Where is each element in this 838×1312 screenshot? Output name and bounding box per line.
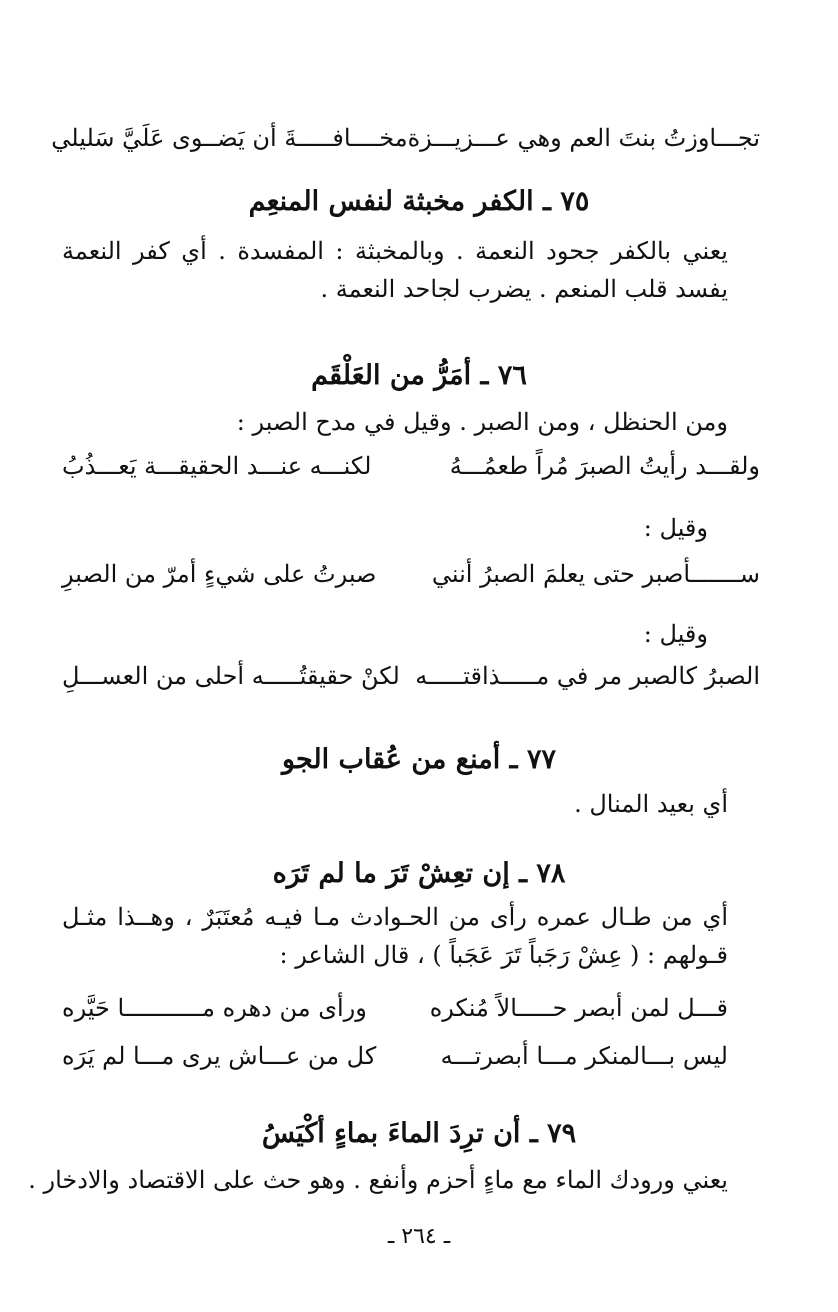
verse-line	[62, 656, 760, 696]
verse-second-hemistich: مخــــافـــــةَ أن يَضــوى عَلَيَّ سَليلي	[51, 124, 408, 152]
proverb-explanation-79: يعني ورودك الماء مع ماءٍ أحزم وأنفع . وهو حث على الاقتصاد والادخار .	[28, 1166, 728, 1194]
verse-first-hemistich: قـــل لمن أبصر حـــــالاً مُنكره	[429, 994, 728, 1022]
verse-second-hemistich: لكنـــه عنـــد الحقيقـــة يَعـــذُبُ	[62, 452, 372, 480]
verse-line	[62, 1036, 728, 1076]
verse-line	[62, 988, 728, 1028]
verse-second-hemistich: ورأى من دهره مـــــــــــا حَيَّره	[62, 994, 367, 1022]
verse-first-hemistich: الصبرُ كالصبر مر في مـــــذاقتـــــه	[415, 662, 760, 690]
proverb-explanation-77: أي بعيد المنال .	[574, 790, 728, 818]
verse-first-hemistich: ليس بـــالمنكر مـــا أبصرتـــه	[440, 1042, 728, 1070]
said-label: وقيل :	[643, 620, 708, 648]
verse-second-hemistich: لكنْ حقيقتُـــــه أحلى من العســـلِ	[62, 662, 400, 690]
verse-second-hemistich: كل من عـــاش يرى مـــا لم يَرَه	[62, 1042, 377, 1070]
proverb-explanation-75: يعني بالكفر جحود النعمة . وبالمخبثة : المفسدة . أي كفر النعمة يفسد قلب المنعم . يضرب لجاحد النعمة .	[62, 237, 728, 303]
verse-first-hemistich: ســـــــأصبر حتى يعلمَ الصبرُ أنني	[431, 560, 760, 588]
verse-line	[62, 554, 760, 594]
proverb-heading-77: ٧٧ ـ أمنع من عُقاب الجو	[282, 744, 556, 775]
proverb-heading-75: ٧٥ ـ الكفر مخبثة لنفس المنعِم	[248, 186, 590, 217]
verse-first-hemistich: ولقـــد رأيتُ الصبرَ مُراً طعمُـــهُ	[449, 452, 760, 480]
page-number: ـ ٢٦٤ ـ	[387, 1224, 451, 1249]
verse-line	[51, 118, 760, 158]
verse-second-hemistich: صبرتُ على شيءٍ أمرّ من الصبرِ	[62, 560, 377, 588]
verse-first-hemistich: تجـــاوزتُ بنتَ العم وهي عـــزيـــزة	[407, 124, 760, 152]
proverb-heading-76: ٧٦ ـ أمَرُّ من العَلْقَم	[311, 360, 527, 391]
proverb-heading-78: ٧٨ ـ إن تعِشْ تَرَ ما لم تَرَه	[272, 858, 566, 889]
said-label: وقيل :	[643, 514, 708, 542]
proverb-explanation-78: أي من طـال عمره رأى من الحـوادث مـا فيـه مُعتَبَرٌ ، وهــذا مثـل قـولهم : ( عِشْ رَجَباً تَرَ عَجَباً ) ، قال الشاعر :	[62, 903, 728, 969]
proverb-heading-79: ٧٩ ـ أن ترِدَ الماءَ بماءٍ أكْيَسُ	[261, 1118, 577, 1149]
proverb-intro-76: ومن الحنظل ، ومن الصبر . وقيل في مدح الصبر :	[236, 408, 728, 436]
verse-line	[62, 446, 760, 486]
